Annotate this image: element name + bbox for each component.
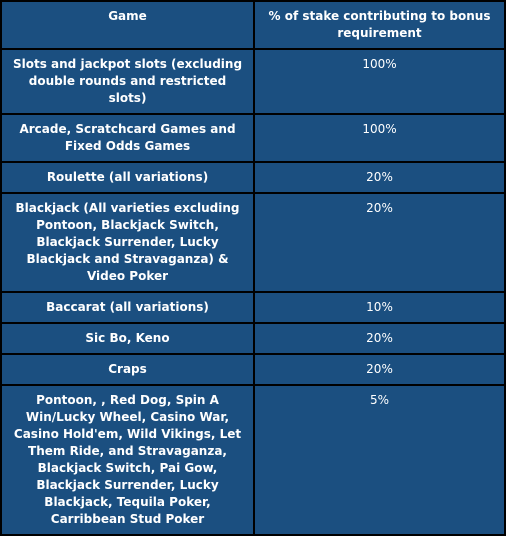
header-percent: % of stake contributing to bonus requirement bbox=[255, 2, 504, 48]
percent-cell: 10% bbox=[255, 293, 504, 322]
percent-cell: 5% bbox=[255, 386, 504, 534]
percent-cell: 20% bbox=[255, 355, 504, 384]
table-row bbox=[2, 50, 504, 113]
game-cell: Craps bbox=[2, 355, 253, 384]
percent-cell: 20% bbox=[255, 194, 504, 291]
header-game: Game bbox=[2, 2, 253, 48]
game-cell: Arcade, Scratchcard Games and Fixed Odds Games bbox=[2, 115, 253, 161]
table-row bbox=[2, 293, 504, 322]
table-row bbox=[2, 163, 504, 192]
percent-cell: 20% bbox=[255, 163, 504, 192]
table-row bbox=[2, 386, 504, 534]
percent-cell: 20% bbox=[255, 324, 504, 353]
game-cell: Pontoon, , Red Dog, Spin A Win/Lucky Wheel, Casino War, Casino Hold'em, Wild Vikings, Let Them Ride, and Stravaganza, Blackjack Switch, Pai Gow, Blackjack Surrender, Lucky Blackjack, Tequila Poker, Carribbean Stud Poker bbox=[2, 386, 253, 534]
game-cell: Slots and jackpot slots (excluding double rounds and restricted slots) bbox=[2, 50, 253, 113]
table-row bbox=[2, 115, 504, 161]
game-cell: Roulette (all variations) bbox=[2, 163, 253, 192]
game-cell: Blackjack (All varieties excluding Pontoon, Blackjack Switch, Blackjack Surrender, Lucky Blackjack and Stravaganza) & Video Poker bbox=[2, 194, 253, 291]
game-cell: Sic Bo, Keno bbox=[2, 324, 253, 353]
percent-cell: 100% bbox=[255, 115, 504, 161]
percent-cell: 100% bbox=[255, 50, 504, 113]
table-row bbox=[2, 194, 504, 291]
table-row bbox=[2, 355, 504, 384]
table-header-row bbox=[2, 2, 504, 48]
table-row bbox=[2, 324, 504, 353]
game-cell: Baccarat (all variations) bbox=[2, 293, 253, 322]
